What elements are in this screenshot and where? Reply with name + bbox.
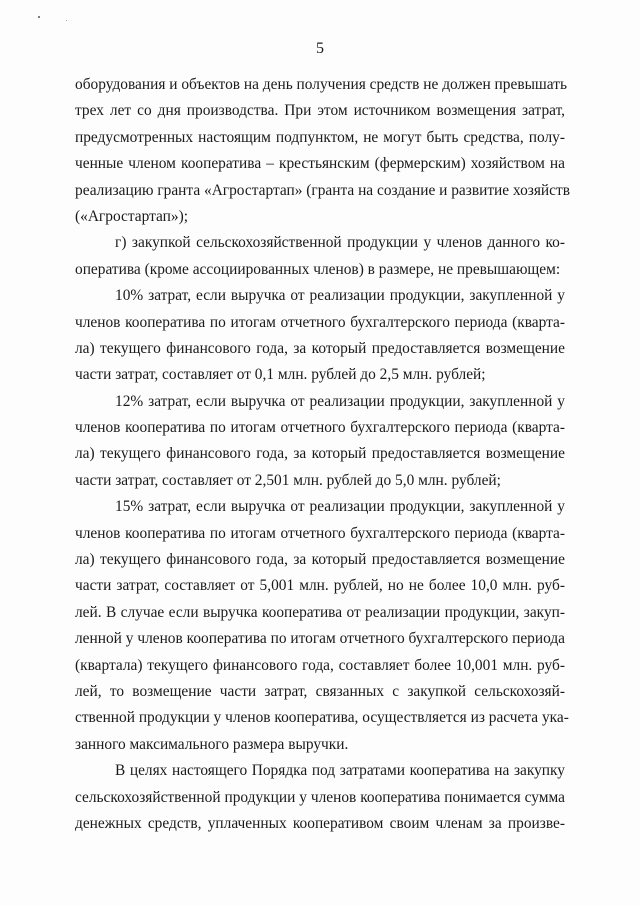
text-line: 10% затрат, если выручка от реализации продукции, закупленной у	[115, 287, 565, 305]
text-line: 15% затрат, если выручка от реализации продукции, закупленной у	[115, 498, 565, 516]
text-line: части затрат, составляет от 0,1 млн. рублей до 2,5 млн. рублей;	[75, 366, 486, 384]
text-line: лей, то возмещение части затрат, связанных с закупкой сельскохозяй-	[75, 682, 565, 700]
text-line: ла) текущего финансового года, за который предоставляется возмещение	[75, 551, 565, 569]
text-line: оператива (кроме ассоциированных членов) в размере, не превышающем:	[75, 260, 561, 278]
text-line: оборудования и объектов на день получения средств не должен превышать	[75, 76, 567, 93]
text-line: реализацию гранта «Агростартап» (гранта на создание и развитие хозяйств	[75, 181, 570, 199]
scan-speck	[38, 16, 40, 18]
text-line: занного максимального размера выручки.	[75, 735, 349, 753]
text-line: ленной у членов кооператива по итогам отчетного бухгалтерского периода	[75, 630, 565, 648]
text-line: денежных средств, уплаченных кооперативом своим членам за произве-	[75, 814, 565, 832]
text-line: В целях настоящего Порядка под затратами кооператива на закупку	[115, 762, 565, 780]
text-line: трех лет со дня производства. При этом источником возмещения затрат,	[75, 102, 565, 120]
text-line: членов кооператива по итогам отчетного бухгалтерского периода (кварта-	[75, 313, 565, 331]
text-line: 12% затрат, если выручка от реализации продукции, закупленной у	[115, 392, 565, 410]
text-line: части затрат, составляет от 2,501 млн. рублей до 5,0 млн. рублей;	[75, 471, 501, 489]
text-line: г) закупкой сельскохозяйственной продукции у членов данного ко-	[115, 234, 565, 252]
text-line: ственной продукции у членов кооператива, осуществляется из расчета ука-	[75, 709, 569, 727]
scan-speck	[66, 20, 67, 21]
text-line: ченные членом кооператива – крестьянским (фермерским) хозяйством на	[75, 155, 565, 173]
text-line: предусмотренных настоящим подпунктом, не могут быть средства, полу-	[75, 128, 565, 146]
text-line: сельскохозяйственной продукции у членов кооператива понимается сумма	[75, 788, 565, 806]
text-line: лей. В случае если выручка кооператива от реализации продукции, закуп-	[75, 603, 565, 621]
text-line: ла) текущего финансового года, за который предоставляется возмещение	[75, 339, 565, 357]
page-number: 5	[316, 40, 324, 57]
text-line: части затрат, составляет от 5,001 млн. рублей, но не более 10,0 млн. руб-	[75, 577, 565, 595]
text-line: ла) текущего финансового года, за который предоставляется возмещение	[75, 445, 565, 463]
text-line: членов кооператива по итогам отчетного бухгалтерского периода (кварта-	[75, 524, 565, 542]
body-text	[75, 72, 570, 837]
text-line: («Агростартап»);	[75, 207, 188, 225]
text-line: (квартала) текущего финансового года, составляет более 10,001 млн. руб-	[75, 656, 565, 674]
text-line: членов кооператива по итогам отчетного бухгалтерского периода (кварта-	[75, 419, 565, 437]
